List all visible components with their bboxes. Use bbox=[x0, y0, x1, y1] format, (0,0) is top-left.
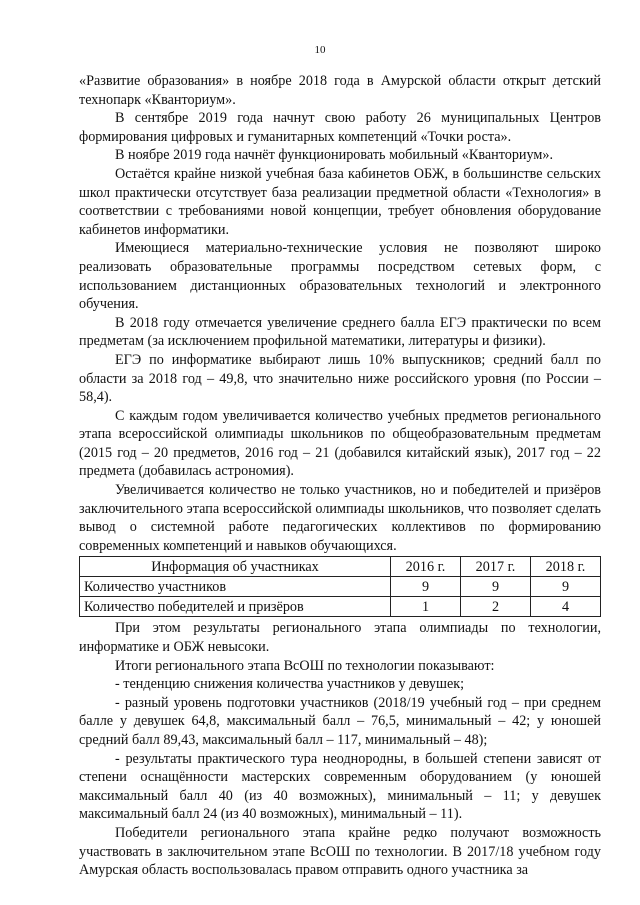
table-header-row bbox=[80, 557, 601, 577]
table-row bbox=[80, 577, 601, 597]
paragraphs-top bbox=[79, 72, 601, 555]
paragraph: Остаётся крайне низкой учебная база кабинетов ОБЖ, в большинстве сельских школ практически отсутствует база реализации предметной области «Технология» в соответствии с требованиями новой концепции, требует обновления оборудование кабинетов информатики. bbox=[79, 165, 601, 238]
paragraph: - тенденцию снижения количества участников у девушек; bbox=[115, 676, 465, 693]
page-number: 10 bbox=[314, 44, 326, 56]
paragraph: Победители регионального этапа крайне редко получают возможность участвовать в заключительном этапе ВсОШ по технологии. В 2017/18 учебном году Амурская область воспользовалась правом отправить одного участника за bbox=[79, 824, 601, 879]
paragraph: ЕГЭ по информатике выбирают лишь 10% выпускников; средний балл по области за 2018 год – 49,8, что значительно ниже российского уровня (по России – 58,4). bbox=[79, 351, 601, 406]
table-cell: 9 bbox=[461, 577, 531, 597]
paragraph: В 2018 году отмечается увеличение среднего балла ЕГЭ практически по всем предметам (за исключением профильной математики, литературы и физики). bbox=[79, 314, 601, 350]
document-body bbox=[79, 72, 601, 880]
paragraph: - разный уровень подготовки участников (2018/19 учебный год – при среднем балле у девушек 64,8, максимальный балл – 76,5, минимальный – 42; у юношей средний балл 89,43, максимальный балл – 117, минимальный – 48); bbox=[79, 694, 601, 748]
paragraph: Итоги регионального этапа ВсОШ по технологии показывают: bbox=[115, 657, 495, 674]
table-header-cell: Информация об участниках bbox=[80, 557, 391, 577]
table-header-cell: 2018 г. bbox=[531, 557, 601, 577]
paragraph: - результаты практического тура неоднородны, в большей степени зависят от степени оснащённости мастерских современным оборудованием (у юношей максимальный балл 40 (из 40 возможных), минимальный – 11; у девушек максимальный балл 24 (из 40 возможных), минимальный – 11). bbox=[79, 750, 601, 823]
table-cell: Количество победителей и призёров bbox=[80, 597, 391, 617]
paragraphs-bottom bbox=[79, 619, 601, 879]
paragraph: С каждым годом увеличивается количество учебных предметов регионального этапа всероссийской олимпиады школьников по общеобразовательным предметам (2015 год – 20 предметов, 2016 год – 21 (добавился китайский язык), 2017 год – 22 предмета (добавилась астрономия). bbox=[79, 407, 601, 480]
table-cell: Количество участников bbox=[80, 577, 391, 597]
paragraph: При этом результаты регионального этапа олимпиады по технологии, информатике и ОБЖ невысоки. bbox=[79, 620, 601, 656]
paragraph: «Развитие образования» в ноябре 2018 года в Амурской области открыт детский технопарк «Кванториум». bbox=[79, 73, 601, 108]
table-cell: 4 bbox=[531, 597, 601, 617]
paragraph: Имеющиеся материально-технические условия не позволяют широко реализовать образовательные программы посредством сетевых форм, с использованием дистанционных образовательных технологий и электронного обучения. bbox=[79, 240, 601, 313]
table-row bbox=[80, 597, 601, 617]
paragraph: Увеличивается количество не только участников, но и победителей и призёров заключительного этапа всероссийской олимпиады школьников, что позволяет сделать вывод о системной работе педагогических коллективов по формированию современных компетенций и навыков обучающихся. bbox=[79, 482, 601, 554]
paragraph: В ноябре 2019 года начнёт функционировать мобильный «Кванториум». bbox=[115, 147, 554, 164]
table-header-cell: 2017 г. bbox=[461, 557, 531, 577]
table-header-cell: 2016 г. bbox=[391, 557, 461, 577]
table-cell: 2 bbox=[461, 597, 531, 617]
table-cell: 1 bbox=[391, 597, 461, 617]
table-cell: 9 bbox=[531, 577, 601, 597]
participants-table bbox=[79, 556, 601, 617]
table-cell: 9 bbox=[391, 577, 461, 597]
paragraph: В сентябре 2019 года начнут свою работу 26 муниципальных Центров формирования цифровых и гуманитарных компетенций «Точки роста». bbox=[79, 110, 601, 145]
